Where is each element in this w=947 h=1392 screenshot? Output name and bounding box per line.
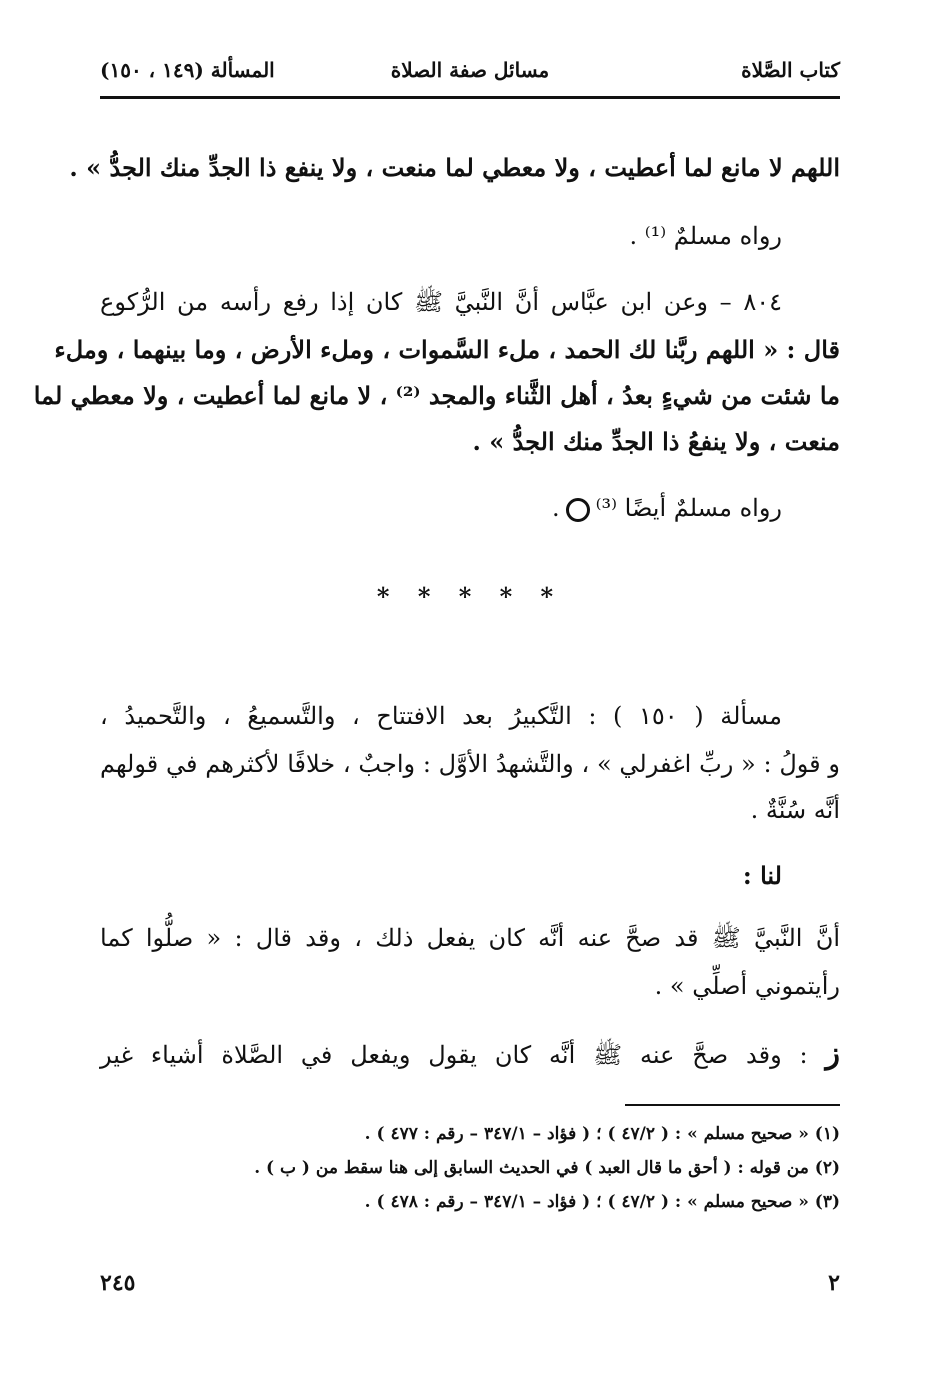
hadith-804-line: ٨٠٤ – وعن ابن عبَّاس أنَّ النَّبيَّ ﷺ كان إذا رفع رأسه من الرُّكوع [100,288,782,316]
section-separator: * * * * * [376,582,564,611]
book-title: كتاب الصَّلاة [741,58,840,82]
text-line: رواه مسلمٌ ⁽¹⁾ . [629,222,782,250]
footnote-3: (٣) « صحيح مسلم » : ( ٤٧/٢ ) ؛ ( فؤاد – ٣٤٧/١ – رقم : ٤٧٨ ) . [364,1192,840,1212]
signature-number: ٢ [828,1270,840,1296]
document-page [33,0,840,1392]
text-line: منعت ، ولا ينفعُ ذا الجدِّ منك الجدُّ » . [472,427,840,456]
text-line-content: : وقد صحَّ عنه ﷺ أنَّه كان يقول ويفعل في الصَّلاة أشياء غير [100,1041,808,1069]
narration-period: . [551,494,560,522]
header-divider [100,96,840,99]
text-line: أنَّه سُنَّةٌ . [750,796,840,824]
page-number: ٢٤٥ [100,1270,136,1296]
text-line: رأيتموني أصلِّي » . [654,972,840,1000]
text-line: و قولُ : « ربِّ اغفرلي » ، والتَّشهدُ الأوَّل : واجبٌ ، خلافًا لأكثرهم في قولهم [100,750,840,778]
narration-text: رواه مسلمٌ أيضًا ⁽³⁾ [595,494,782,522]
text-line: اللهم لا مانع لما أعطيت ، ولا معطي لما منعت ، ولا ينفع ذا الجدِّ منك الجدُّ » . [69,153,840,182]
text-line: أنَّ النَّبيَّ ﷺ قد صحَّ عنه أنَّه كان يفعل ذلك ، وقد قال : « صلُّوا كما [100,924,840,952]
text-line: قال : « اللهم ربَّنا لك الحمد ، ملء السَّموات ، وملء الأرض ، وما بينهما ، وملء [54,335,840,364]
lana-label: لنا : [742,861,782,890]
text-line [100,488,840,528]
running-header [100,52,840,88]
footnote-1: (١) « صحيح مسلم » : ( ٤٧/٢ ) ؛ ( فؤاد – ٣٤٧/١ – رقم : ٤٧٧ ) . [364,1124,840,1144]
footnote-2: (٢) من قوله : ( أحق ما قال العبد ) في الحديث السابق إلى هنا سقط من ( ب ) . [254,1158,840,1178]
footnote-divider [625,1104,840,1106]
section-title: مسائل صفة الصلاة [390,58,550,82]
zay-marker: ز [825,1036,840,1071]
circle-end-mark-icon [566,498,590,522]
issue-150-heading: مسألة ( ١٥٠ ) : التَّكبيرُ بعد الافتتاح ، والتَّسميعُ ، والتَّحميدُ ، [100,702,782,730]
text-line: ما شئت من شيءٍ بعدُ ، أهل الثَّناء والمجد ⁽²⁾ ، لا مانع لما أعطيت ، ولا معطي لما [33,381,840,410]
text-line [100,1034,840,1075]
issue-range: المسألة (١٤٩ ، ١٥٠) [100,58,275,82]
